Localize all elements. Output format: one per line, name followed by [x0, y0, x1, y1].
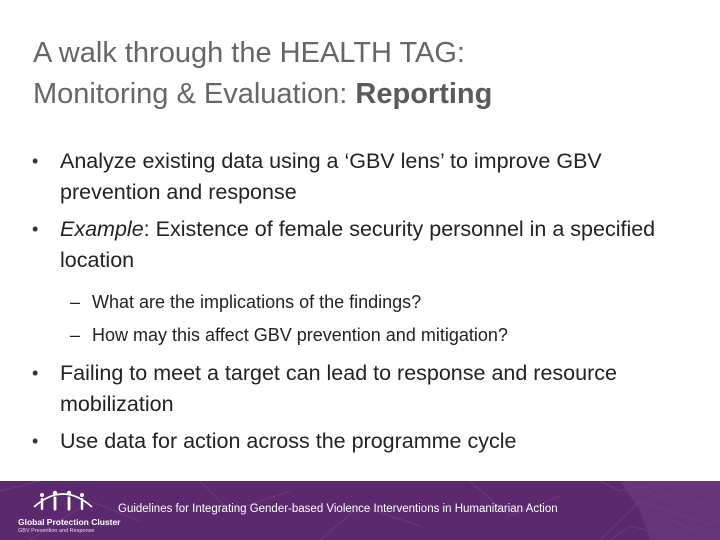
sub-bullet-text: What are the implications of the findings?: [92, 292, 422, 312]
bullet-dot: •: [32, 363, 39, 383]
slide-body: [30, 146, 690, 463]
slide-title: [33, 33, 693, 115]
logo-tagline: GBV Prevention and Response: [18, 528, 95, 534]
footer-bar: [0, 481, 720, 540]
bullet-item: [30, 214, 690, 276]
footer-caption: Guidelines for Integrating Gender-based Violence Interventions in Humanitarian Action: [118, 503, 558, 515]
bullet-text: Use data for action across the programme cycle: [60, 429, 517, 453]
sub-bullet-text: How may this affect GBV prevention and mitigation?: [92, 325, 508, 345]
bullet-dot: •: [32, 219, 39, 239]
sub-bullet-item: [30, 287, 690, 317]
global-protection-cluster-logo: [18, 487, 121, 537]
sub-bullet-dash: –: [70, 292, 81, 312]
people-figures-icon: [28, 487, 98, 513]
title-line-2-prefix: Monitoring & Evaluation:: [33, 78, 356, 110]
title-line-1: A walk through the HEALTH TAG:: [33, 37, 465, 69]
title-line-2: [33, 74, 693, 115]
bullet-dot: •: [32, 431, 39, 451]
bullet-text: : Existence of female security personnel in a specified location: [60, 217, 656, 272]
bullet-item: [30, 146, 690, 208]
sub-bullet-item: [30, 320, 690, 350]
bullet-text: Analyze existing data using a ‘GBV lens’ to improve GBV prevention and response: [60, 149, 602, 204]
logo-name: Global Protection Cluster: [18, 517, 121, 527]
bullet-text: Failing to meet a target can lead to response and resource mobilization: [60, 361, 617, 416]
bullet-dot: •: [32, 151, 39, 171]
title-line-2-bold: Reporting: [355, 78, 493, 110]
bullet-text-italic: Example: [60, 217, 144, 241]
bullet-item: [30, 426, 690, 457]
sub-bullet-dash: –: [70, 325, 81, 345]
bullet-item: [30, 358, 690, 420]
